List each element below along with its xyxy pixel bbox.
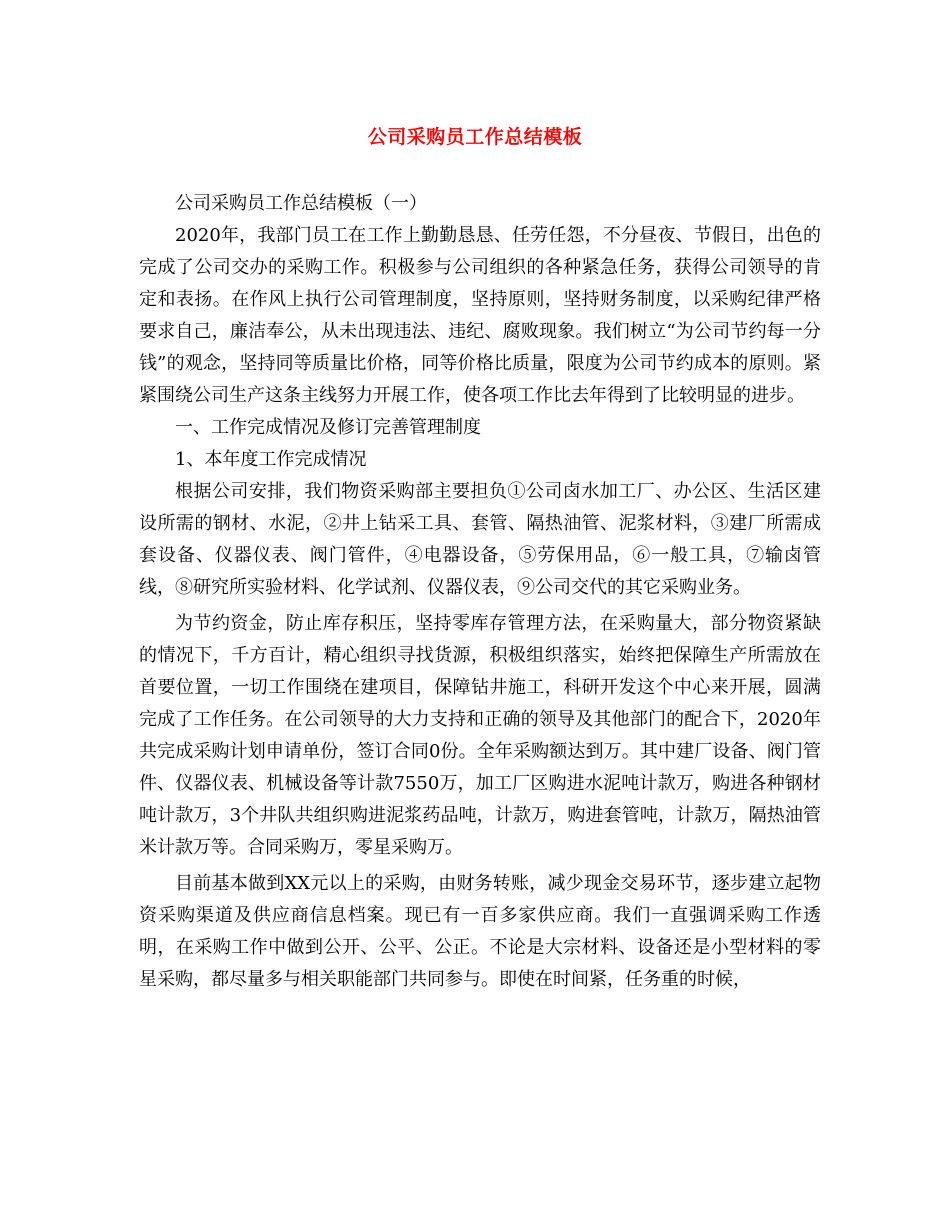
section-heading: 一、工作完成情况及修订完善管理制度 — [175, 417, 481, 438]
section-heading: 公司采购员工作总结模板（一） — [175, 193, 427, 214]
document-title: 公司采购员工作总结模板 — [367, 126, 583, 148]
body-paragraph: 目前基本做到XX元以上的采购，由财务转账，减少现金交易环节，逐步建立起物资采购渠道及供应商信息档案。现已有一百多家供应商。我们一直强调采购工作透明，在采购工作中做到公开、公平、公正。不论是大宗材料、设备还是小型材料的零星采购，都尽量多与相关职能部门共同参与。即使在时间紧，任务重的时候， — [139, 873, 821, 990]
body-paragraph: 根据公司安排，我们物资采购部主要担负①公司卤水加工厂、办公区、生活区建设所需的钢材、水泥，②井上钻采工具、套管、隔热油管、泥浆材料，③建厂所需成套设备、仪器仪表、阀门管件，④电器设备，⑤劳保用品，⑥一般工具，⑦输卤管线，⑧研究所实验材料、化学试剂、仪器仪表，⑨公司交代的其它采购业务。 — [139, 481, 821, 598]
document-body — [139, 188, 821, 996]
body-paragraph: 为节约资金，防止库存积压，坚持零库存管理方法，在采购量大，部分物资紧缺的情况下，千方百计，精心组织寻找货源，积极组织落实，始终把保障生产所需放在首要位置，一切工作围绕在建项目，保障钻井施工，科研开发这个中心来开展，圆满完成了工作任务。在公司领导的大力支持和正确的领导及其他部门的配合下，2020年共完成采购计划申请单份，签订合同0份。全年采购额达到万。其中建厂设备、阀门管件、仪器仪表、机械设备等计款7550万，加工厂区购进水泥吨计款万，购进各种钢材吨计款万，3个井队共组织购进泥浆药品吨，计款万，购进套管吨，计款万，隔热油管米计款万等。合同采购万，零星采购万。 — [139, 613, 821, 858]
body-paragraph: 2020年，我部门员工在工作上勤勤恳恳、任劳任怨，不分昼夜、节假日，出色的完成了公司交办的采购工作。积极参与公司组织的各种紧急任务，获得公司领导的肯定和表扬。在作风上执行公司管理制度，坚持原则，坚持财务制度，以采购纪律严格要求自己，廉洁奉公，从未出现违法、违纪、腐败现象。我们树立“为公司节约每一分钱”的观念，坚持同等质量比价格，同等价格比质量，限度为公司节约成本的原则。紧紧围绕公司生产这条主线努力开展工作，使各项工作比去年得到了比较明显的进步。 — [139, 225, 821, 406]
subsection-heading: 1、本年度工作完成情况 — [175, 449, 367, 470]
